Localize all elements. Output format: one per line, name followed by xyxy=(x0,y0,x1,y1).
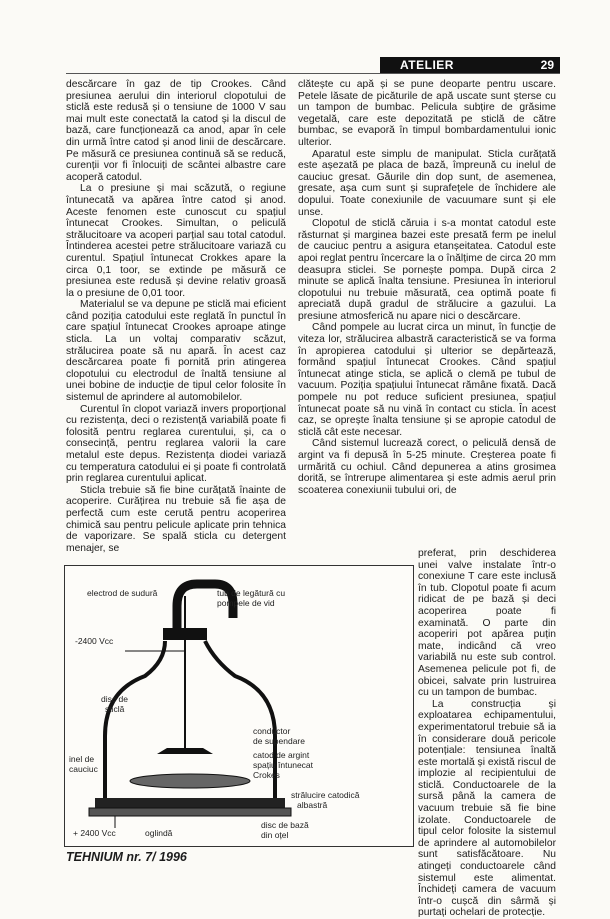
section-header xyxy=(380,57,560,74)
label-rubber-ring-2: cauciuc xyxy=(69,764,98,774)
section-title: ATELIER xyxy=(400,58,454,72)
left-column-paragraph: La o presiune și mai scăzută, o regiune întunecată va apărea între catod și anod. Aceste fenomen este cunoscut cu spațiul întunecat Crookes. Simultan, o peliculă strălucitoare va acoperi parțial sau total catodul. Întinderea acestei petre strălucitoare variază cu curentul. Spațiul întunecat Crokkes apare la circa 0,1 toor, se extinde pe măsură ce presiunea este redusă și devine relativ groasă la o presiune de 0,01 toor. xyxy=(66,183,286,299)
label-dark-space: spațiu întunecat xyxy=(253,760,314,770)
apparatus-figure xyxy=(64,565,414,847)
left-column-paragraph: Sticla trebuie să fie bine curățată înainte de acoperire. Curățirea nu trebuie să fie așa de perfectă cum este cerută pentru acoperirea chimică sau pentru pelicule aplicate prin tehnica de vaporizare. Se spală sticla cu detergent menajer, se xyxy=(66,484,286,554)
label-electrode: electrod de sudură xyxy=(87,588,158,598)
right-column xyxy=(298,79,556,496)
label-dark-space-2: Crokes xyxy=(253,770,280,780)
left-column-paragraph: Materialul se va depune pe sticlă mai eficient când poziția catodului este reglată în punctul în care spațiul întunecat Crookes aproape atinge sticla. La un voltaj comparativ scăzut, strălucirea poate să nu apară. În acest caz descărcarea poate fi pornită prin atingerea clopotului cu electrodul de înaltă tensiune al unei bobine de inducție de tipul celor folosite în sistemul de aprindere al automobilelor. xyxy=(66,299,286,404)
label-conductor: conductor xyxy=(253,726,291,736)
label-glass-disc-2: sticlă xyxy=(105,704,125,714)
wrap-column-paragraph: preferat, prin deschiderea unei valve instalate într-o conexiune T care este inclusă în tub. Clopotul poate fi acum ridicat de pe bază și deci acoperirea poate fi examinată. O parte din acoperiri pot apărea puțin mate, indicând că vreo variabilă nu este sub control. Asemenea pelicule pot fi, de obicei, salvate prin lustruirea cu un tampon de bumbac. xyxy=(418,548,556,699)
right-column-paragraph: clătește cu apă și se pune deoparte pentru uscare. Petele lăsate de picăturile de apă uscate sunt șterse cu un tampon de bumbac. Pelicula subțire de grăsime vegetală, care este depozitată pe sticlă de către bumbac, se evaporă în timpul bombardamentului ionic ulterior. xyxy=(298,79,556,148)
right-column-paragraph: Când sistemul lucrează corect, o peliculă densă de argint va fi depusă în 5-25 minute. Creșterea poate fi urmărită cu ochiul. Când depunerea a atins grosimea dorită, se întrerupe alimentarea și este admis aerul prin scoaterea conexiunii tubului ori, de xyxy=(298,438,556,496)
label-tube: tub de legătură cu xyxy=(217,588,286,598)
left-column-paragraph: descărcare în gaz de tip Crookes. Când presiunea aerului din interiorul clopotului de sticlă este redusă și o tensiune de 1000 V sau mai mult este conectată la catod și la discul de bază, care funcționează ca anod, apar în cele din urmă între catod și anod linii de descărcare. Pe măsură ce presiunea continuă să se reducă, curenții vor fi înlocuiți de scântei albastre care acoperă catodul. xyxy=(66,79,286,183)
silver-cathode xyxy=(157,748,213,754)
glass-disc xyxy=(130,774,250,788)
label-base-disc: disc de bază xyxy=(261,820,309,830)
label-mirror: oglindă xyxy=(145,828,173,838)
wrap-column xyxy=(418,548,556,919)
rubber-ring xyxy=(95,798,285,808)
apparatus-diagram xyxy=(65,566,413,846)
label-blue-glow: strălucire catodică xyxy=(291,790,360,800)
left-column-paragraph: Curentul în clopot variază invers proporțional cu rezistența, deci o rezistență variabilă poate fi folosită pentru reglarea curentului, și, ca o consecință, pentru reglarea valorii la care metalul este depus. Rezistența diodei variază cu temperatura catodului ei și poate fi controlată prin reglarea curentului aplicat. xyxy=(66,403,286,485)
label-blue-glow-2: albastră xyxy=(297,800,328,810)
label-conductor-2: de supendare xyxy=(253,736,305,746)
label-tube-2: pompele de vid xyxy=(217,598,275,608)
label-glass-disc: disc de xyxy=(101,694,128,704)
page-number: 29 xyxy=(540,58,554,72)
left-column xyxy=(66,79,286,554)
wrap-column-paragraph: La construcția și exploatarea echipamentului, experimentatorul trebuie să ia în considerare două pericole potențiale: tensiunea înaltă este mortală și există riscul de implozie al recipientului de sticlă. Conductoarele de la sursă până la camera de vacuum trebuie să fie bine izolate. Conductoarele de tipul celor folosite la sistemul de aprindere al automobilelor sunt satisfăcătoare. Nu atingeți conductoarele când sistemul este alimentat. Închideți camera de vacuum într-o cușcă din sârmă și purtați ochelari de protecție. xyxy=(418,698,556,919)
magazine-footer: TEHNIUM nr. 7/ 1996 xyxy=(66,850,187,864)
steel-base-disc xyxy=(89,808,291,816)
label-plus-voltage: + 2400 Vcc xyxy=(73,828,116,838)
label-base-disc-2: din oțel xyxy=(261,830,289,840)
right-column-paragraph: Când pompele au lucrat circa un minut, în funcție de viteza lor, strălucirea albastră caracteristică se va forma în apropierea catodului și ulterior se depărtează, formând spațiul întunecat Crookes. Când spațiul întunecat atinge sticla, se aplică o clemă pe tubul de vacuum. Poziția spațiului întunecat rămâne fixată. Dacă pompele nu pot reduce suficient presiunea, spațiul întunecat poate să nu vină în contact cu sticla. În acest caz, se oprește înalta tensiune și se apropie catodul de sticlă cât este necesar. xyxy=(298,322,556,438)
label-cathode: catod de argint xyxy=(253,750,310,760)
label-rubber-ring: inel de xyxy=(69,754,95,764)
label-minus-voltage: -2400 Vcc xyxy=(75,636,114,646)
right-column-paragraph: Clopotul de sticlă căruia i s-a montat catodul este răsturnat și marginea bazei este presată ferm pe inelul de cauciuc pentru a asigura etanșeitatea. Catodul este apoi reglat pentru încercare la o înălțime de circa 20 mm deasupra sticlei. Se pornește pompa. După circa 2 minute se aplică înalta tensiune. Presiunea în interiorul clopotului nu trebuie măsurată, cea optimă poate fi apreciată după gradul de strălucire a gazului. La presiune atmosferică nu apare nici o descărcare. xyxy=(298,218,556,322)
right-column-paragraph: Aparatul este simplu de manipulat. Sticla curățată este așezată pe placa de bază, împreună cu inelul de cauciuc gresat. Găurile din dop sunt, de asemenea, gresate, așa cum sunt și suprafețele de închidere ale dopului. Toate conexiunile de vacuumare sunt și ele unse. xyxy=(298,148,556,218)
header-rule xyxy=(66,73,560,74)
